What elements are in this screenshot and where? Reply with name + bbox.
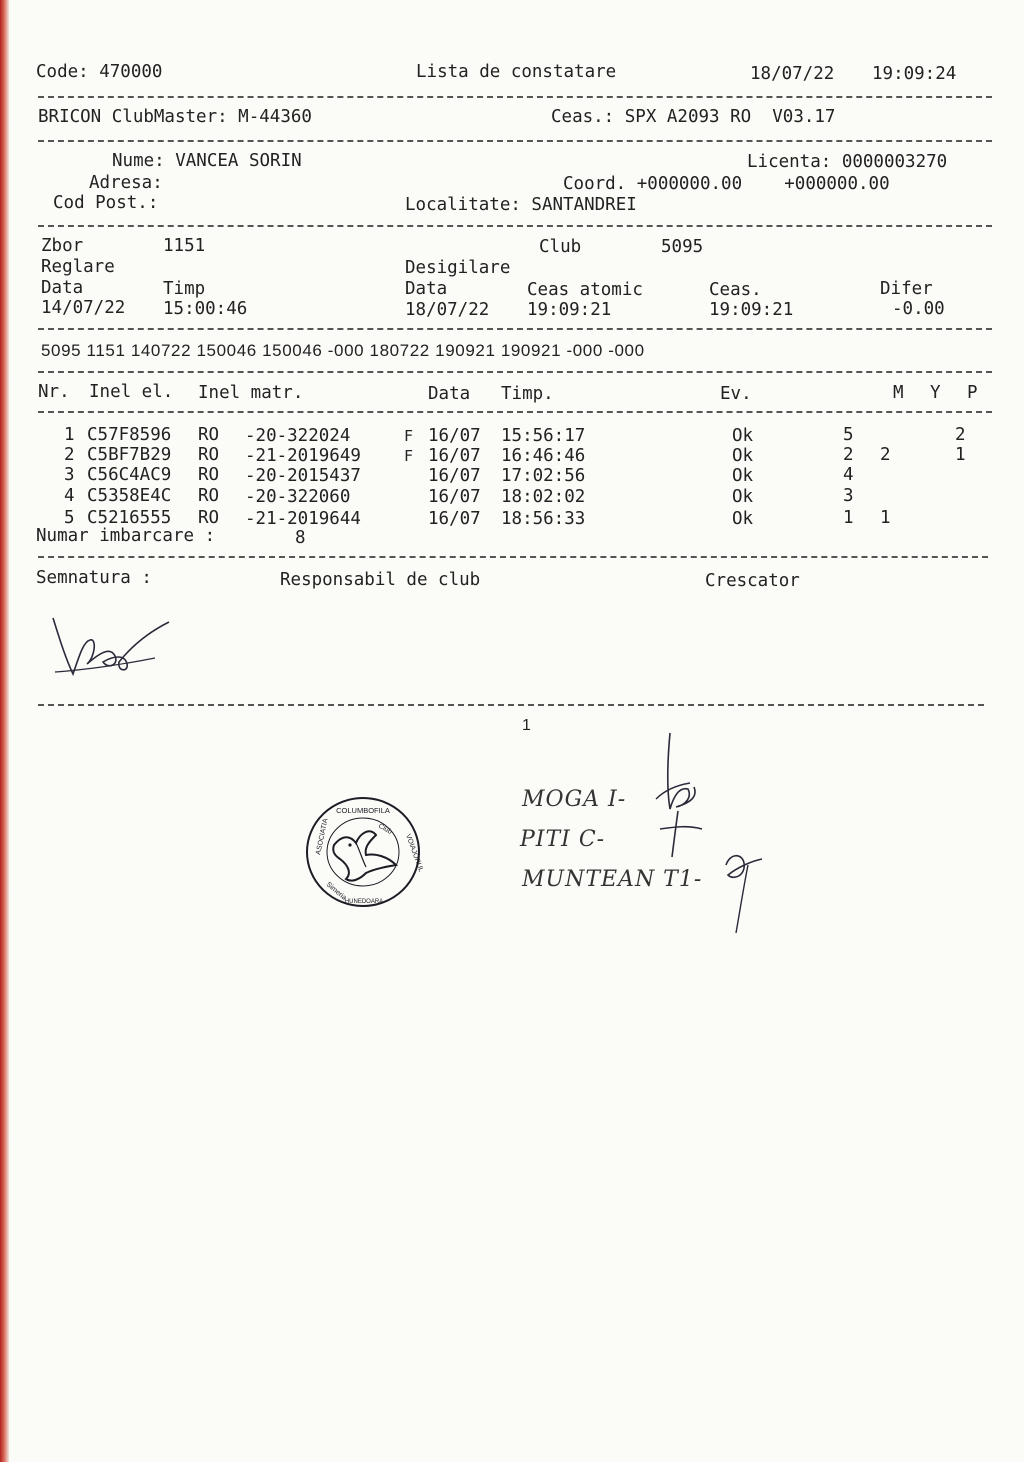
club-number: 5095 (661, 237, 704, 257)
row-m: 2 (843, 445, 854, 465)
row-ev: Ok (732, 466, 754, 486)
signature-label: Semnatura : (36, 568, 152, 588)
col-header-m: M (893, 383, 904, 403)
boarding-count: 8 (295, 528, 306, 548)
locality: Localitate: SANTANDREI (405, 195, 637, 215)
row-p: 1 (955, 445, 966, 465)
clock-id: Ceas.: SPX A2093 RO V03.17 (551, 107, 836, 127)
row-timp: 16:46:46 (501, 446, 586, 466)
row-m: 5 (843, 425, 854, 445)
header-time: 19:09:24 (872, 64, 957, 84)
flight-number: 1151 (163, 236, 206, 256)
divider (38, 371, 992, 373)
club-label: Club (539, 237, 582, 257)
postal-code: Cod Post.: (53, 193, 159, 213)
owner-name: Nume: VANCEA SORIN (112, 151, 302, 171)
header-date: 18/07/22 (750, 64, 835, 84)
col-header-y: Y (930, 383, 941, 403)
col-header-p: P (967, 383, 978, 403)
col-header-inel-el: Inel el. (89, 382, 174, 402)
row-nr: 5 (64, 508, 75, 528)
row-country: RO (198, 465, 220, 485)
svg-text:VOIAJORUL: VOIAJORUL (404, 833, 425, 873)
row-data: 16/07 (428, 466, 481, 486)
handwritten-signature (45, 612, 175, 682)
row-country: RO (198, 445, 220, 465)
row-ev: Ok (732, 446, 754, 466)
row-inel-el: C5BF7B29 (87, 445, 172, 465)
row-data: 16/07 (428, 426, 481, 446)
coordinates: Coord. +000000.00 +000000.00 (563, 174, 890, 194)
row-inel-matr: -20-2015437 (245, 466, 361, 486)
row-m: 1 (843, 508, 854, 528)
row-nr: 4 (64, 486, 75, 506)
row-timp: 17:02:56 (501, 466, 586, 486)
row-inel-matr: -21-2019644 (245, 509, 361, 529)
divider (38, 96, 992, 98)
boarding-count-label: Numar imbarcare : (36, 526, 216, 546)
svg-text:HUNEDOARA: HUNEDOARA (344, 899, 384, 905)
difference-label: Difer (880, 279, 933, 299)
svg-text:COLUMBOFILA: COLUMBOFILA (336, 806, 390, 815)
row-nr: 3 (64, 465, 75, 485)
row-nr: 2 (64, 445, 75, 465)
reglare-date: 14/07/22 (41, 298, 126, 318)
reglare-date-label: Data (41, 278, 84, 298)
col-header-timp: Timp. (501, 384, 554, 404)
document-title: Lista de constatare (416, 62, 617, 82)
clock-time: 19:09:21 (709, 300, 794, 320)
clock-label: Ceas. (709, 280, 762, 300)
svg-text:Simeria: Simeria (324, 881, 348, 902)
row-ev: Ok (732, 509, 754, 529)
row-timp: 15:56:17 (501, 426, 586, 446)
row-flag: F (404, 447, 414, 465)
reglare-time: 15:00:46 (163, 299, 248, 319)
row-timp: 18:56:33 (501, 509, 586, 529)
row-m: 4 (843, 465, 854, 485)
divider (38, 225, 992, 227)
row-inel-matr: -21-2019649 (245, 446, 361, 466)
svg-text:ASOCIATIA: ASOCIATIA (315, 817, 330, 856)
divider (38, 328, 992, 330)
flight-label: Zbor (41, 236, 84, 256)
row-y: 1 (880, 508, 891, 528)
page-number: 1 (522, 717, 531, 734)
desigilare-date: 18/07/22 (405, 300, 490, 320)
row-ev: Ok (732, 487, 754, 507)
encoded-record-line: 5095 1151 140722 150046 150046 -000 180722 190921 190921 -000 -000 (41, 341, 645, 360)
col-header-nr: Nr. (38, 382, 70, 402)
row-ev: Ok (732, 426, 754, 446)
row-data: 16/07 (428, 509, 481, 529)
row-m: 3 (843, 486, 854, 506)
handwritten-name-1: MOGA I- (522, 787, 627, 812)
row-country: RO (198, 425, 220, 445)
row-nr: 1 (64, 425, 75, 445)
row-y: 2 (880, 445, 891, 465)
divider (38, 411, 992, 413)
handwritten-name-2: PITI C- (520, 827, 606, 852)
club-responsible-label: Responsabil de club (280, 570, 481, 590)
committee-signatures (630, 725, 780, 940)
divider (38, 140, 992, 142)
row-inel-el: C56C4AC9 (87, 465, 172, 485)
address: Adresa: (89, 173, 163, 193)
row-inel-matr: -20-322060 (245, 487, 351, 507)
row-timp: 18:02:02 (501, 487, 586, 507)
reglare-time-label: Timp (163, 279, 206, 299)
license: Licenta: 0000003270 (747, 152, 948, 172)
handwritten-name-3: MUNTEAN T1- (522, 867, 703, 892)
page-edge-shadow (0, 0, 9, 1462)
difference-value: -0.00 (892, 299, 945, 319)
row-country: RO (198, 508, 220, 528)
breeder-label: Crescator (705, 571, 800, 591)
row-inel-el: C5216555 (87, 508, 172, 528)
atomic-clock-time: 19:09:21 (527, 300, 612, 320)
code-label: Code: 470000 (36, 62, 163, 82)
reglare-label: Reglare (41, 257, 115, 277)
atomic-clock-label: Ceas atomic (527, 280, 643, 300)
row-inel-el: C5358E4C (87, 486, 172, 506)
row-p: 2 (955, 425, 966, 445)
desigilare-label: Desigilare (405, 258, 511, 278)
row-inel-matr: -20-322024 (245, 426, 351, 446)
col-header-data: Data (428, 384, 471, 404)
row-inel-el: C57F8596 (87, 425, 172, 445)
row-data: 16/07 (428, 487, 481, 507)
row-flag: F (404, 427, 414, 445)
col-header-ev: Ev. (720, 384, 752, 404)
club-stamp-icon (304, 795, 425, 909)
col-header-inel-matr: Inel matr. (198, 383, 304, 403)
row-country: RO (198, 486, 220, 506)
clubmaster-id: BRICON ClubMaster: M-44360 (38, 107, 312, 127)
svg-text:Club: Club (377, 822, 393, 836)
row-data: 16/07 (428, 446, 481, 466)
desigilare-date-label: Data (405, 279, 448, 299)
divider (38, 704, 984, 706)
divider (38, 556, 988, 558)
